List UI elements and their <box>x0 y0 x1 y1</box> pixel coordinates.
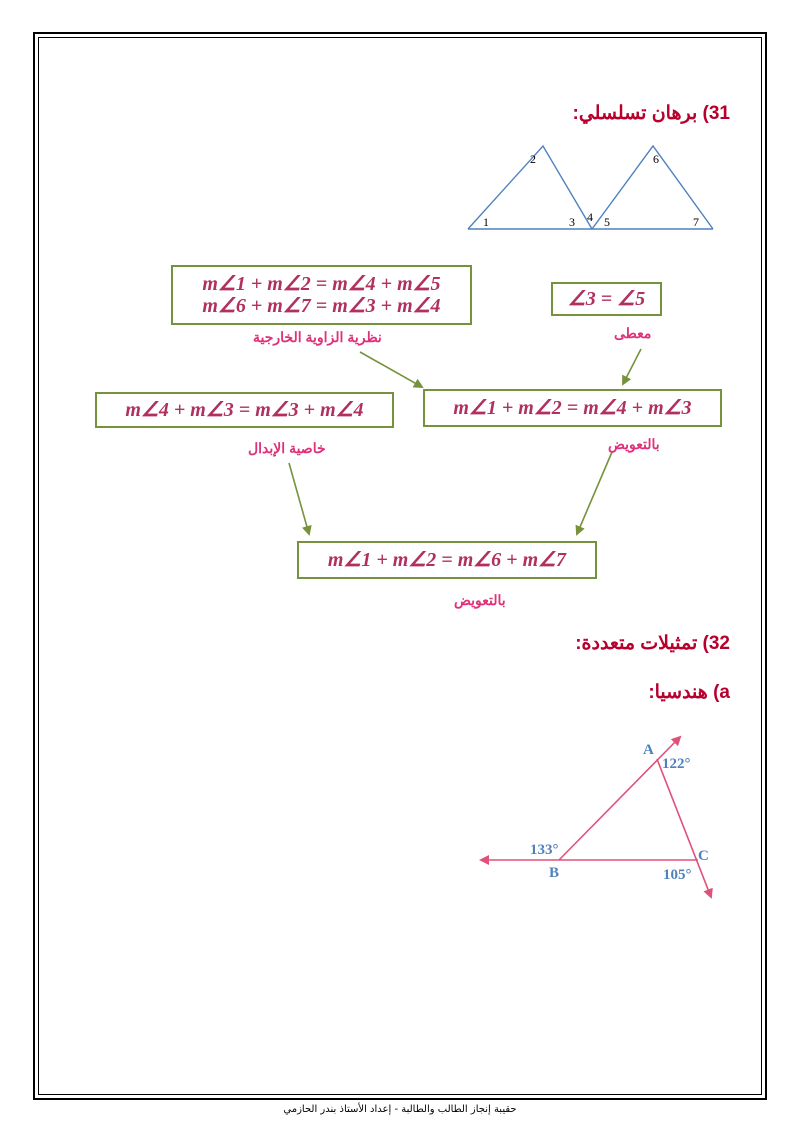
q32-heading: 32) تمثيلات متعددة: <box>575 633 730 654</box>
box-exterior-angle <box>171 265 472 325</box>
arrow-symmetric-to-final <box>289 463 309 534</box>
box-symmetric: m∠4 + m∠3 = m∠3 + m∠4 <box>95 392 394 428</box>
exterior-equation-1: m∠1 + m∠2 = m∠4 + m∠5 <box>202 273 441 295</box>
angle-7-label: 7 <box>693 215 699 229</box>
reason-given: معطى <box>614 325 652 341</box>
angle-6-label: 6 <box>653 152 659 166</box>
reason-symmetric: خاصية الإبدال <box>248 440 326 456</box>
vertex-c-label: C <box>698 848 709 864</box>
box-final: m∠1 + m∠2 = m∠6 + m∠7 <box>297 541 597 579</box>
proof-arrows <box>289 349 641 534</box>
angle-4-label: 4 <box>587 210 593 224</box>
q31-heading: 31) برهان تسلسلي: <box>572 103 730 124</box>
box-substitution-1: m∠1 + m∠2 = m∠4 + m∠3 <box>423 389 722 427</box>
reason-substitution-1: بالتعويض <box>608 436 660 452</box>
angle-1-label: 1 <box>483 215 489 229</box>
arrow-given-to-sub1 <box>623 349 641 384</box>
vertex-a-label: A <box>643 742 654 758</box>
arrow-sub1-to-final <box>577 452 612 534</box>
angle-c-label: 105° <box>663 867 692 883</box>
geometry-labels <box>530 742 709 883</box>
q32-part-a-heading: a) هندسيا: <box>648 682 730 703</box>
vertex-b-label: B <box>549 865 560 881</box>
angle-5-label: 5 <box>604 215 610 229</box>
exterior-equation-2: m∠6 + m∠7 = m∠3 + m∠4 <box>202 295 441 317</box>
reason-final: بالتعويض <box>454 592 506 608</box>
page-footer: حقيبة إنجاز الطالب والطالبة - إعداد الأستاذ بندر الحازمي <box>283 1104 517 1115</box>
angle-numbers <box>483 152 699 229</box>
angle-b-label: 133° <box>530 842 559 858</box>
angle-3-label: 3 <box>569 215 575 229</box>
reason-exterior-angle: نظرية الزاوية الخارجية <box>253 329 382 345</box>
box-given: ∠3 = ∠5 <box>551 282 662 316</box>
angle-a-label: 122° <box>662 756 691 772</box>
angle-2-label: 2 <box>530 152 536 166</box>
arrow-exterior-to-sub1 <box>360 352 422 387</box>
